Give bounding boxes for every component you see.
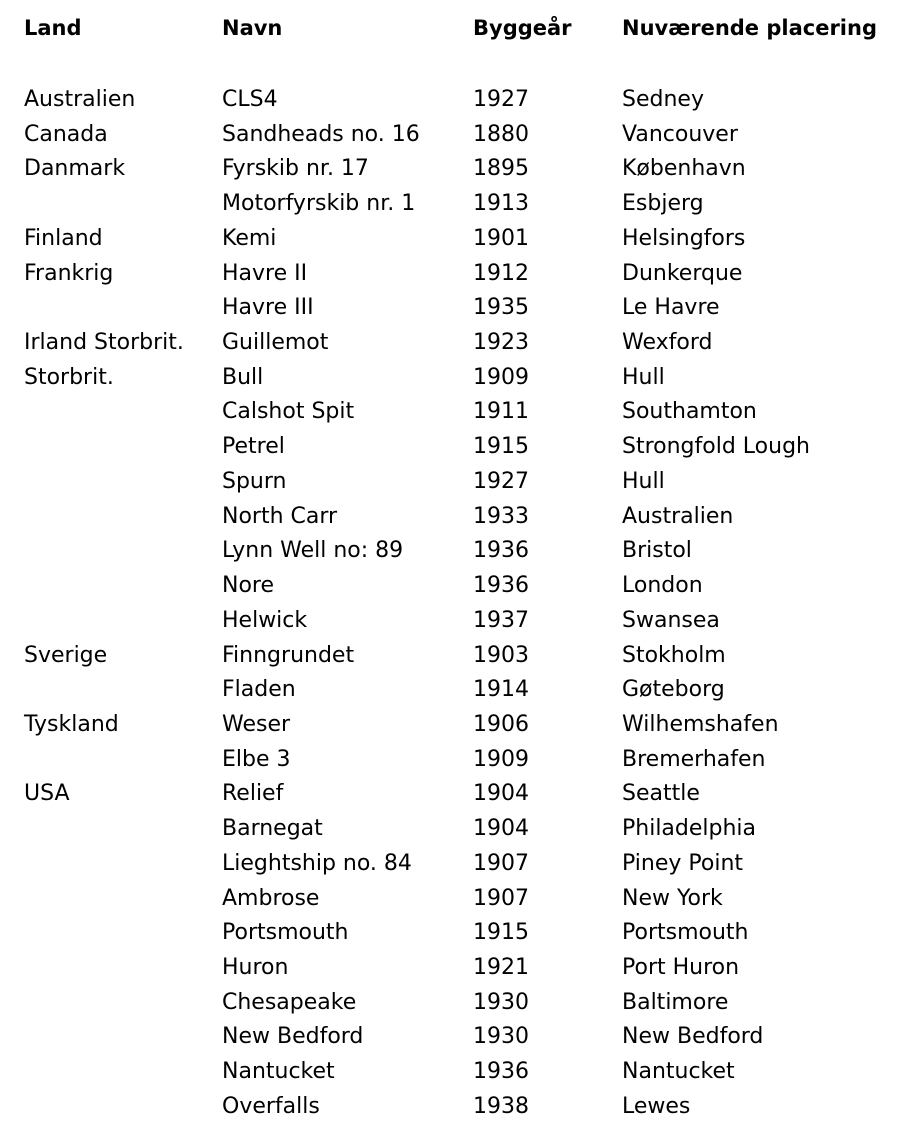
cell-year: 1912 (473, 260, 529, 286)
table-row (24, 257, 904, 292)
cell-land: Irland Storbrit. (24, 330, 184, 356)
cell-place: Sedney (622, 87, 704, 112)
table-row (24, 500, 904, 535)
header-navn: Navn (222, 16, 283, 40)
table-row (24, 152, 904, 187)
table-row (24, 1020, 904, 1055)
table-row (24, 326, 904, 361)
cell-navn: Relief (222, 781, 284, 807)
cell-year: 1937 (473, 607, 529, 633)
cell-place: Baltimore (622, 989, 729, 1015)
table-row (24, 812, 904, 847)
cell-land: Tyskland (24, 711, 119, 737)
table-row (24, 916, 904, 951)
table-row (24, 986, 904, 1021)
header-year: Byggeår (473, 16, 572, 40)
cell-place: Esbjerg (622, 191, 704, 217)
cell-navn: Nantucket (222, 1059, 335, 1085)
cell-year: 1911 (473, 399, 529, 425)
cell-land: USA (24, 781, 70, 807)
cell-year: 1904 (473, 816, 529, 842)
cell-place: Wexford (622, 330, 713, 356)
cell-year: 1903 (473, 642, 529, 668)
cell-year: 1936 (473, 573, 529, 599)
table-row (24, 465, 904, 500)
cell-navn: North Carr (222, 503, 338, 529)
table-row (24, 743, 904, 778)
cell-year: 1909 (473, 746, 529, 772)
header-place: Nuværende placering (622, 16, 877, 40)
table-row (24, 395, 904, 430)
table-header (24, 14, 904, 43)
cell-place: Piney Point (622, 850, 744, 876)
cell-navn: Bull (222, 364, 264, 390)
table-body (24, 83, 904, 1125)
cell-land: Finland (24, 225, 103, 251)
table-row (24, 951, 904, 986)
table-row (24, 187, 904, 222)
cell-place: Southamton (622, 399, 757, 425)
lightship-table (24, 0, 904, 1125)
table-row (24, 569, 904, 604)
cell-place: Port Huron (622, 954, 740, 980)
table-row (24, 1055, 904, 1090)
cell-year: 1915 (473, 434, 529, 460)
table-row (24, 118, 904, 153)
cell-land: Sverige (24, 642, 108, 668)
cell-navn: Chesapeake (222, 989, 357, 1015)
cell-year: 1909 (473, 364, 529, 390)
cell-land: Canada (24, 121, 108, 147)
cell-navn: Kemi (222, 225, 277, 251)
table-row (24, 83, 904, 118)
cell-navn: Elbe 3 (222, 746, 291, 772)
cell-place: Helsingfors (622, 225, 746, 251)
cell-navn: Lynn Well no: 89 (222, 538, 404, 564)
cell-navn: Huron (222, 954, 289, 980)
table-row (24, 222, 904, 257)
cell-year: 1921 (473, 954, 529, 980)
cell-year: 1927 (473, 468, 529, 494)
cell-place: Le Havre (622, 295, 720, 321)
cell-navn: Havre II (222, 260, 308, 286)
cell-place: Bristol (622, 538, 692, 564)
cell-year: 1906 (473, 711, 529, 737)
cell-navn: Guillemot (222, 330, 329, 356)
cell-place: Strongfold Lough (622, 434, 810, 460)
cell-year: 1930 (473, 989, 529, 1015)
cell-place: Seattle (622, 781, 700, 807)
cell-place: Nantucket (622, 1059, 735, 1085)
cell-place: Bremerhafen (622, 746, 766, 772)
cell-place: Australien (622, 503, 734, 529)
cell-land: Australien (24, 87, 136, 112)
cell-navn: Fladen (222, 677, 296, 703)
cell-navn: Petrel (222, 434, 285, 460)
cell-navn: Barnegat (222, 816, 323, 842)
table-row (24, 882, 904, 917)
cell-place: New York (622, 885, 723, 911)
cell-year: 1907 (473, 885, 529, 911)
cell-year: 1935 (473, 295, 529, 321)
cell-land: Frankrig (24, 260, 114, 286)
cell-place: Portsmouth (622, 920, 749, 946)
table-row (24, 291, 904, 326)
cell-place: Hull (622, 468, 665, 494)
table-row (24, 847, 904, 882)
cell-navn: Motorfyrskib nr. 1 (222, 191, 416, 217)
cell-year: 1923 (473, 330, 529, 356)
cell-place: Dunkerque (622, 260, 743, 286)
cell-place: London (622, 573, 703, 599)
header-land: Land (24, 16, 82, 40)
cell-year: 1901 (473, 225, 529, 251)
table-row (24, 673, 904, 708)
cell-place: Hull (622, 364, 665, 390)
cell-navn: Ambrose (222, 885, 320, 911)
cell-year: 1904 (473, 781, 529, 807)
table-row (24, 604, 904, 639)
cell-year: 1927 (473, 87, 529, 112)
cell-navn: Fyrskib nr. 17 (222, 156, 369, 182)
cell-place: Lewes (622, 1093, 691, 1119)
table-row (24, 430, 904, 465)
cell-year: 1938 (473, 1093, 529, 1119)
cell-year: 1907 (473, 850, 529, 876)
cell-place: Philadelphia (622, 816, 757, 842)
cell-year: 1915 (473, 920, 529, 946)
cell-place: New Bedford (622, 1024, 764, 1050)
cell-place: Vancouver (622, 121, 738, 147)
table-row (24, 777, 904, 812)
cell-navn: Calshot Spit (222, 399, 355, 425)
cell-navn: Sandheads no. 16 (222, 121, 420, 147)
cell-navn: New Bedford (222, 1024, 364, 1050)
cell-year: 1936 (473, 538, 529, 564)
cell-land: Storbrit. (24, 364, 114, 390)
table-row (24, 708, 904, 743)
cell-land: Danmark (24, 156, 126, 182)
table-row (24, 1090, 904, 1125)
table-row (24, 361, 904, 396)
cell-year: 1936 (473, 1059, 529, 1085)
cell-year: 1880 (473, 121, 529, 147)
cell-place: Stokholm (622, 642, 726, 668)
cell-year: 1913 (473, 191, 529, 217)
cell-year: 1930 (473, 1024, 529, 1050)
cell-place: Wilhemshafen (622, 711, 779, 737)
cell-navn: Portsmouth (222, 920, 349, 946)
cell-year: 1933 (473, 503, 529, 529)
cell-navn: Havre III (222, 295, 314, 321)
cell-navn: Nore (222, 573, 275, 599)
cell-navn: Overfalls (222, 1093, 320, 1119)
cell-navn: Lieghtship no. 84 (222, 850, 412, 876)
cell-place: Gøteborg (622, 677, 725, 703)
cell-navn: Finngrundet (222, 642, 355, 668)
cell-navn: CLS4 (222, 87, 278, 112)
cell-year: 1895 (473, 156, 529, 182)
cell-navn: Spurn (222, 468, 287, 494)
table-row (24, 534, 904, 569)
cell-navn: Weser (222, 711, 291, 737)
table-row (24, 639, 904, 674)
cell-place: København (622, 156, 746, 182)
cell-year: 1914 (473, 677, 529, 703)
cell-place: Swansea (622, 607, 720, 633)
cell-navn: Helwick (222, 607, 308, 633)
